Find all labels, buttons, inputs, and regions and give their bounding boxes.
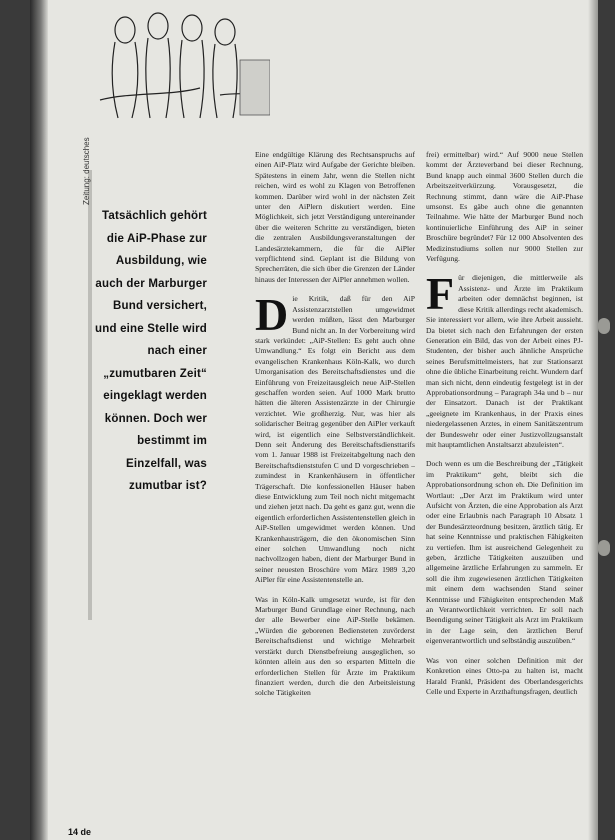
paragraph-with-dropcap — [255, 289, 415, 585]
pullquote: Tatsächlich gehört die AiP-Phase zur Ausbildung, wie auch der Marburger Bund versichert, und eine Stelle wird nach einer „zumutbaren Zeit“ eingeklagt werden können. Doch wer bestimmt im Einzelfall, was zumutbar ist? — [95, 210, 207, 492]
binder-ring-icon — [598, 318, 610, 334]
vertical-source-label: Zeitung: deutsches — [82, 137, 91, 205]
paragraph-text: ie Kritik, daß für den AiP Assistenzarztstellen umgewidmet werden müßten, lässt den Marburger Bund nicht an. In der Vorbereitung wird stark verkündet: „AiP-Stellen: Es geht auch ohne Umwandlung.“ Es folgt ein Bericht aus dem evangelischen Krankenhaus Köln-Kalk, wo durch Umorganisation des Bereitschaftsdienstes und die Einführung von Freizeitausgleich neue AiP-Stellen geschaffen worden seien. Auf 1000 Mark brutto hätten die älteren Assistenzärzte in der Chirurgie verzichtet. Wie großherzig. Nur, was hier als solidarischer Beitrag gegenüber den AiPler verkauft wird, ist eigentlich eine Selbstverständlichkeit. Denn seit Änderung des Bereitschaftsdiensttarifs vom 1. Januar 1988 ist Freizeitabgeltung nach den Bereitschaftsdienststufen C und D vorgeschrieben – zumindest in Krankenhäusern in öffentlicher Trägerschaft. Die konfessionellen Häuser haben diese Entwicklung zum Teil noch nicht mitgemacht und ziehen jetzt nach. Da geht es ganz gut, wenn die eigentlich erforderlichen Assistentenstellen gleich in AiP-Stellen umgewidmet werden können. Und Krankenhausträgern, die den ökonomischen Sinn einer solchen Umwandlung noch nicht nachvollzogen haben, dient der Marburger Bund in seiner neuesten Broschüre vom März 1989 3,20 AiPler für eine Assistentenstelle an. — [255, 294, 415, 585]
book-spine — [30, 0, 48, 840]
dropcap: D — [255, 289, 289, 341]
text-column-2 — [426, 150, 583, 840]
dropcap: F — [426, 268, 455, 320]
magazine-page — [30, 0, 598, 840]
cartoon-figures-illustration — [70, 0, 270, 120]
paragraph: frei) ermittelbar) wird.“ Auf 9000 neue Stellen kommt der Ärzteverband bei dieser Rechnung, Bund knapp auch einmal 3600 Stellen durch die Arbeitszeitverkürzung. Vorausgesetzt, die Rechnung stimmt, dann wäre die AiP-Phase umsonst. Es gäbe auch ohne die genannten Teilnahme. Wie hätte der Marburger Bund noch kontinuierliche Einführung des AiP in seiner Broschüre begründet? Für 12 000 Absolventen des Medizinstudiums sollen nur 9000 Stellen zur Verfügung. — [426, 150, 583, 264]
paragraph: Was in Köln-Kalk umgesetzt wurde, ist für den Marburger Bund Grundlage einer Rechnung, nach der alle Bewerber eine AiP-Stelle bekämen. „Würden die geborenen Bediensteten zuvörderst Bereitschaftsdienst und wichtige Mehrarbeit verstärkt durch Dienstbefreiung ausgeglichen, so könnten allein aus den so ersparten Mitteln die erforderlichen Stellen für Ärzte im Praktikum finanziert werden, durch die den Arbeitsleistung solche Tätigkeiten — [255, 594, 415, 698]
paragraph: Doch wenn es um die Beschreibung der „Tätigkeit im Praktikum“ geht, bleibt sich die Approbationsordnung schon eh. Die Definition im Wortlaut: „Der Arzt im Praktikum wird unter Aufsicht von Ärzten, die eine Approbation als Arzt oder eine Erlaubnis nach Paragraph 10 Absatz 1 der Bundesärzteordnung besitzen, ärztlich tätig. Er hat seine Kenntnisse und praktischen Fähigkeiten zu vertiefen. Ihm ist ausreichend Gelegenheit zu geben, ärztliche Tätigkeiten auszuüben und allgemeine ärztliche Erfahrungen zu sammeln. Er soll die ihm zugewiesenen ärztlichen Tätigkeiten mit einem dem wachsenden Stand seiner Kenntnisse und Fähigkeiten entsprechenden Maß an Verantwortlichkeit verrichten. Er soll nach Beendigung seiner Tätigkeit als Arzt im Praktikum in der Lage sein, den ärztlichen Beruf eigenverantwortlich und selbständig auszuüben.“ — [426, 459, 583, 646]
page-number: 14 de — [68, 827, 92, 837]
binder-ring-icon — [598, 540, 610, 556]
page-edge-shadow — [588, 0, 598, 840]
text-column-1 — [255, 150, 415, 840]
paragraph-text: ür diejenigen, die mittlerweile als Assistenz- und Ärzte im Praktikum arbeiten oder demnächst beginnen, ist diese Kritik allerdings recht akademisch. Sie interessiert vor allem, wie ihre Arbeit aussieht. Da bietet sich nach den Erfahrungen der ersten Generation ein Bild, das von der Arbeit eines PJ-Studenten, der bisher auch ähnliche Ansprüche seines Berufsmittelmeisters, hat zur Stationsarzt ohne die übliche Einarbeitung reicht. Wundern darf man sich nicht, denn eindeutig festgelegt ist in der Approbationsordnung – Paragraph 34a und b – nur der Einsatzort. Danach ist der Praktikant „geeignete im Krankenhaus, in der Praxis eines niedergelassenen Arztes, in einem Sanitätszentrum der Bundeswehr oder einer Justizvollzugsanstalt mit hauptamtlichen Anstaltsarzt abzuleisten“. — [426, 273, 583, 449]
paragraph: Was von einer solchen Definition mit der Konkretion eines Otto-pa zu halten ist, macht Harald Frankl, Präsident des Oberlandesgerichts Celle und Experte in Arzthaftungsfragen, deutlich — [426, 655, 583, 696]
paragraph: Eine endgültige Klärung des Rechtsanspruchs auf einen AiP-Platz wird Aufgabe der Gerichte bleiben. Spätestens in einem Jahr, wenn die Stellen nicht reichen, wird es wohl zu Klagen von Betroffenen kommen. Darüber wird wohl in der nächsten Zeit unter den AiPlern diskutiert werden. Eine Möglichkeit, sich jetzt Verständigung untereinander über die weiteren Schritte zu verständigen, bieten die zentralen Ausbildungsveranstaltungen der Landesärztekammern, die für die AiPler verpflichtend sind. Geplant ist die Bildung von Sprecherräten, die sich über die Grenzen der Länder hinaus der Interessen der AiPler annehmen wollen. — [255, 150, 415, 284]
paragraph-with-dropcap — [426, 268, 583, 450]
